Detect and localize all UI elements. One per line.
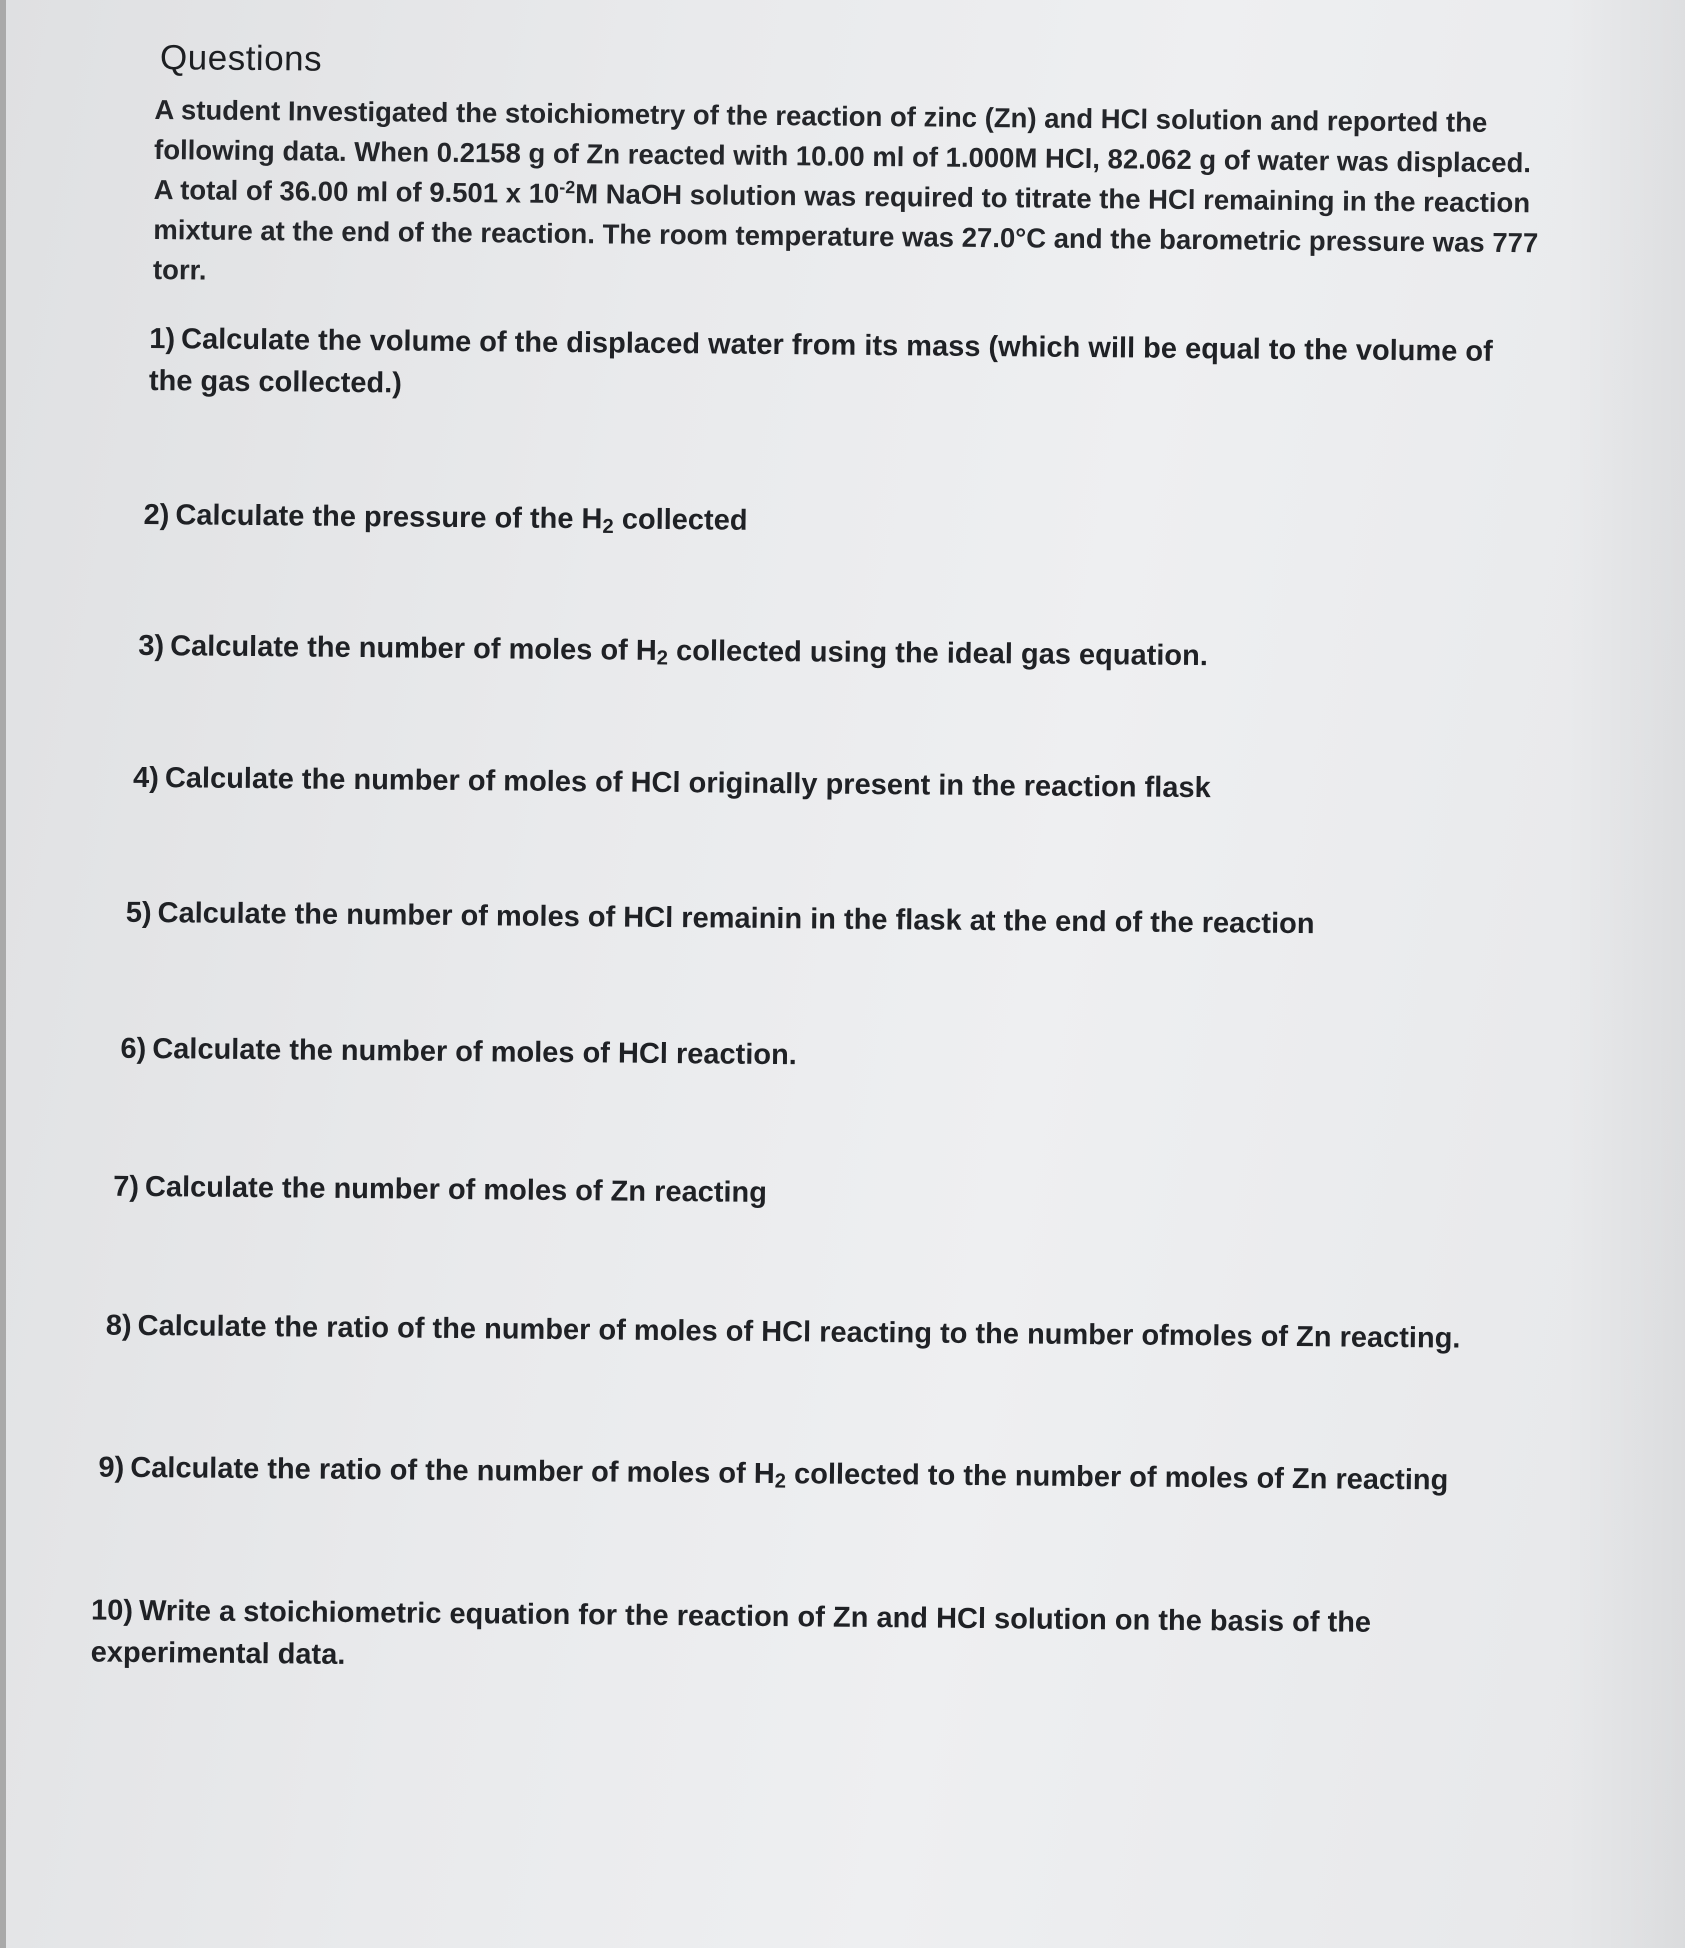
question-text: Calculate the pressure of the H xyxy=(175,499,603,536)
question-text-end: collected to the number of moles of Zn reacting xyxy=(785,1458,1449,1497)
page-title: Questions xyxy=(159,38,323,79)
question-number: 8) xyxy=(105,1309,132,1342)
intro-text-part1: A student Investigated the stoichiometry of the reaction of zinc (Zn) and HCl solution and reported the following data. When 0.2158 g of Zn reacted with 10.00 ml of 1.000M HCl, 82.062 g of water was displaced. A total of 36.00 ml of 9.501 x 10 xyxy=(153,94,1532,209)
question-number: 2) xyxy=(143,498,170,532)
subscript: 2 xyxy=(656,647,669,670)
question-number: 5) xyxy=(125,896,152,930)
question-text: Calculate the ratio of the number of moles of H xyxy=(130,1451,775,1491)
question-number: 10) xyxy=(90,1594,134,1627)
intro-exponent: -2 xyxy=(559,177,576,198)
question-number: 3) xyxy=(138,629,165,663)
question-text: Calculate the number of moles of HCl originally present in the reaction flask xyxy=(164,762,1211,805)
question-number: 4) xyxy=(132,761,160,795)
question-5 xyxy=(126,892,1526,947)
question-text-end: collected xyxy=(613,503,748,537)
question-number: 7) xyxy=(113,1170,140,1203)
question-text: Calculate the number of moles of HCl reaction. xyxy=(152,1033,797,1072)
question-text: Calculate the number of moles of HCl remainin in the flask at the end of the reaction xyxy=(157,897,1315,941)
question-text-end: collected using the ideal gas equation. xyxy=(667,635,1209,673)
question-9 xyxy=(98,1447,1498,1502)
question-10 xyxy=(91,1590,1492,1687)
question-4 xyxy=(133,757,1533,812)
question-6 xyxy=(120,1028,1520,1083)
question-number: 1) xyxy=(149,323,176,356)
question-text: Calculate the number of moles of Zn reacting xyxy=(144,1171,768,1209)
question-2 xyxy=(143,494,1543,549)
question-number: 9) xyxy=(98,1451,125,1484)
intro-paragraph xyxy=(153,90,1545,303)
question-number: 6) xyxy=(120,1032,147,1066)
question-8 xyxy=(106,1305,1506,1360)
question-text: Calculate the ratio of the number of moles of HCl reacting to the number ofmoles of Zn reacting. xyxy=(137,1309,1461,1355)
question-1 xyxy=(149,318,1540,415)
question-7 xyxy=(113,1166,1513,1221)
intro-text-part2: M NaOH solution was required to titrate the HCl remaining in the reaction mixture at the end of the reaction. The room temperature was 27.0°C and the barometric pressure was 777 torr. xyxy=(152,178,1539,286)
question-text: Calculate the volume of the displaced water from its mass (which will be equal to the volume of the gas collected.) xyxy=(148,323,1493,400)
question-text: Write a stoichiometric equation for the reaction of Zn and HCl solution on the basis of the experimental data. xyxy=(90,1594,1372,1671)
question-3 xyxy=(138,625,1538,680)
subscript: 2 xyxy=(602,515,614,538)
question-text: Calculate the number of moles of H xyxy=(170,630,657,667)
subscript: 2 xyxy=(774,1470,787,1493)
